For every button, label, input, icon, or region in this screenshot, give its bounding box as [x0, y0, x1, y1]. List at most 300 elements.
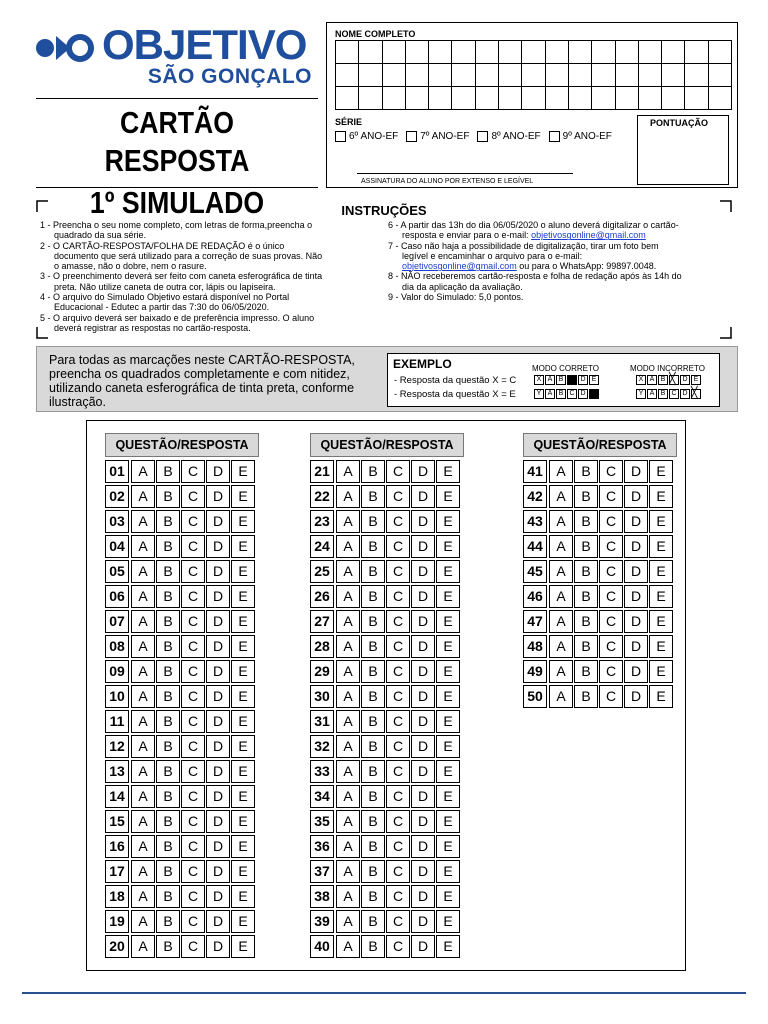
answer-option-c[interactable]: C — [181, 735, 205, 758]
answer-option-b[interactable]: B — [574, 535, 598, 558]
answer-option-b[interactable]: B — [574, 585, 598, 608]
name-letter-box[interactable] — [452, 87, 475, 110]
answer-option-d[interactable]: D — [411, 635, 435, 658]
answer-option-c[interactable]: C — [599, 560, 623, 583]
answer-option-a[interactable]: A — [336, 735, 360, 758]
answer-option-c[interactable]: C — [386, 860, 410, 883]
email-link[interactable]: objetivosgonline@gmail.com — [402, 261, 517, 272]
name-letter-box[interactable] — [639, 64, 662, 87]
answer-option-b[interactable]: B — [156, 610, 180, 633]
answer-option-e[interactable]: E — [436, 685, 460, 708]
name-letter-box[interactable] — [476, 87, 499, 110]
answer-option-e[interactable]: E — [436, 785, 460, 808]
answer-option-c[interactable]: C — [386, 710, 410, 733]
name-letter-box[interactable] — [359, 87, 382, 110]
answer-option-b[interactable]: B — [156, 860, 180, 883]
answer-option-c[interactable]: C — [599, 460, 623, 483]
answer-option-d[interactable]: D — [206, 585, 230, 608]
answer-option-d[interactable]: D — [206, 935, 230, 958]
answer-option-d[interactable]: D — [206, 485, 230, 508]
answer-option-b[interactable]: B — [156, 485, 180, 508]
name-letter-box[interactable] — [383, 64, 406, 87]
name-letter-box[interactable] — [616, 87, 639, 110]
answer-option-c[interactable]: C — [181, 585, 205, 608]
answer-option-e[interactable]: E — [436, 510, 460, 533]
answer-option-b[interactable]: B — [361, 485, 385, 508]
answer-option-d[interactable]: D — [206, 835, 230, 858]
answer-option-d[interactable]: D — [624, 685, 648, 708]
answer-option-c[interactable]: C — [181, 910, 205, 933]
answer-option-e[interactable]: E — [231, 535, 255, 558]
name-letter-box[interactable] — [359, 41, 382, 64]
answer-option-e[interactable]: E — [231, 510, 255, 533]
name-letter-box[interactable] — [569, 87, 592, 110]
answer-option-d[interactable]: D — [624, 610, 648, 633]
answer-option-e[interactable]: E — [231, 610, 255, 633]
series-checkbox[interactable] — [549, 131, 560, 142]
answer-option-d[interactable]: D — [206, 460, 230, 483]
answer-option-a[interactable]: A — [131, 835, 155, 858]
answer-option-a[interactable]: A — [336, 635, 360, 658]
answer-option-a[interactable]: A — [131, 610, 155, 633]
answer-option-a[interactable]: A — [336, 885, 360, 908]
answer-option-b[interactable]: B — [361, 910, 385, 933]
answer-option-d[interactable]: D — [411, 660, 435, 683]
answer-option-e[interactable]: E — [231, 785, 255, 808]
answer-option-d[interactable]: D — [624, 635, 648, 658]
answer-option-a[interactable]: A — [336, 660, 360, 683]
answer-option-b[interactable]: B — [156, 685, 180, 708]
answer-option-c[interactable]: C — [181, 610, 205, 633]
answer-option-b[interactable]: B — [361, 710, 385, 733]
name-letter-box[interactable] — [336, 87, 359, 110]
answer-option-e[interactable]: E — [436, 560, 460, 583]
answer-option-a[interactable]: A — [336, 810, 360, 833]
answer-option-e[interactable]: E — [436, 810, 460, 833]
answer-option-b[interactable]: B — [361, 510, 385, 533]
answer-option-d[interactable]: D — [206, 810, 230, 833]
answer-option-d[interactable]: D — [411, 510, 435, 533]
answer-option-e[interactable]: E — [231, 860, 255, 883]
name-letter-box[interactable] — [476, 41, 499, 64]
answer-option-c[interactable]: C — [599, 535, 623, 558]
answer-option-d[interactable]: D — [206, 635, 230, 658]
name-letter-box[interactable] — [592, 64, 615, 87]
answer-option-b[interactable]: B — [574, 660, 598, 683]
answer-option-e[interactable]: E — [231, 560, 255, 583]
answer-option-c[interactable]: C — [599, 660, 623, 683]
answer-option-d[interactable]: D — [411, 910, 435, 933]
name-letter-box[interactable] — [592, 41, 615, 64]
answer-option-a[interactable]: A — [131, 785, 155, 808]
answer-option-b[interactable]: B — [156, 835, 180, 858]
answer-option-c[interactable]: C — [386, 685, 410, 708]
name-letter-box[interactable] — [522, 87, 545, 110]
answer-option-b[interactable]: B — [156, 935, 180, 958]
answer-option-b[interactable]: B — [574, 635, 598, 658]
answer-option-c[interactable]: C — [181, 485, 205, 508]
answer-option-b[interactable]: B — [574, 610, 598, 633]
answer-option-c[interactable]: C — [181, 535, 205, 558]
answer-option-c[interactable]: C — [599, 585, 623, 608]
name-letter-box[interactable] — [499, 64, 522, 87]
answer-option-e[interactable]: E — [436, 910, 460, 933]
answer-option-b[interactable]: B — [156, 660, 180, 683]
answer-option-d[interactable]: D — [206, 560, 230, 583]
answer-option-d[interactable]: D — [624, 460, 648, 483]
answer-option-a[interactable]: A — [131, 535, 155, 558]
answer-option-a[interactable]: A — [131, 810, 155, 833]
answer-option-a[interactable]: A — [131, 760, 155, 783]
answer-option-d[interactable]: D — [206, 660, 230, 683]
answer-option-a[interactable]: A — [131, 485, 155, 508]
name-letter-box[interactable] — [685, 41, 708, 64]
answer-option-a[interactable]: A — [131, 460, 155, 483]
answer-option-e[interactable]: E — [436, 460, 460, 483]
answer-option-e[interactable]: E — [231, 910, 255, 933]
answer-option-d[interactable]: D — [411, 760, 435, 783]
answer-option-a[interactable]: A — [549, 585, 573, 608]
name-letter-box[interactable] — [569, 41, 592, 64]
answer-option-b[interactable]: B — [361, 660, 385, 683]
answer-option-e[interactable]: E — [436, 885, 460, 908]
answer-option-a[interactable]: A — [336, 860, 360, 883]
answer-option-e[interactable]: E — [231, 810, 255, 833]
answer-option-d[interactable]: D — [411, 685, 435, 708]
name-letter-box[interactable] — [429, 87, 452, 110]
answer-option-d[interactable]: D — [411, 810, 435, 833]
answer-option-b[interactable]: B — [156, 635, 180, 658]
answer-option-c[interactable]: C — [181, 510, 205, 533]
answer-option-c[interactable]: C — [386, 635, 410, 658]
answer-option-a[interactable]: A — [336, 585, 360, 608]
answer-option-d[interactable]: D — [411, 785, 435, 808]
answer-option-b[interactable]: B — [156, 460, 180, 483]
answer-option-b[interactable]: B — [156, 785, 180, 808]
answer-option-e[interactable]: E — [231, 685, 255, 708]
answer-option-c[interactable]: C — [599, 610, 623, 633]
answer-option-a[interactable]: A — [336, 910, 360, 933]
answer-option-a[interactable]: A — [549, 485, 573, 508]
answer-option-e[interactable]: E — [436, 610, 460, 633]
answer-option-e[interactable]: E — [649, 485, 673, 508]
answer-option-a[interactable]: A — [131, 910, 155, 933]
series-option[interactable] — [335, 131, 398, 142]
answer-option-e[interactable]: E — [436, 660, 460, 683]
answer-option-c[interactable]: C — [181, 835, 205, 858]
answer-option-b[interactable]: B — [361, 785, 385, 808]
answer-option-a[interactable]: A — [336, 510, 360, 533]
answer-option-a[interactable]: A — [549, 685, 573, 708]
answer-option-e[interactable]: E — [436, 735, 460, 758]
name-letter-box[interactable] — [336, 64, 359, 87]
answer-option-b[interactable]: B — [574, 460, 598, 483]
name-letter-box[interactable] — [662, 64, 685, 87]
answer-option-a[interactable]: A — [131, 560, 155, 583]
answer-option-e[interactable]: E — [436, 835, 460, 858]
name-letter-box[interactable] — [476, 64, 499, 87]
name-letter-box[interactable] — [499, 41, 522, 64]
answer-option-e[interactable]: E — [649, 510, 673, 533]
answer-option-b[interactable]: B — [156, 735, 180, 758]
answer-option-a[interactable]: A — [131, 510, 155, 533]
name-letter-box[interactable] — [452, 41, 475, 64]
answer-option-e[interactable]: E — [436, 535, 460, 558]
email-link[interactable]: objetivosgonline@gmail.com — [531, 230, 646, 241]
name-letter-box[interactable] — [709, 87, 732, 110]
name-letter-box[interactable] — [383, 87, 406, 110]
answer-option-b[interactable]: B — [361, 760, 385, 783]
answer-option-b[interactable]: B — [574, 685, 598, 708]
name-letter-box[interactable] — [662, 87, 685, 110]
answer-option-c[interactable]: C — [386, 535, 410, 558]
answer-option-d[interactable]: D — [624, 485, 648, 508]
answer-option-d[interactable]: D — [411, 535, 435, 558]
answer-option-d[interactable]: D — [624, 560, 648, 583]
series-checkbox[interactable] — [477, 131, 488, 142]
answer-option-c[interactable]: C — [386, 610, 410, 633]
answer-option-a[interactable]: A — [131, 735, 155, 758]
name-letter-box[interactable] — [336, 41, 359, 64]
answer-option-e[interactable]: E — [231, 760, 255, 783]
answer-option-c[interactable]: C — [181, 760, 205, 783]
answer-option-d[interactable]: D — [411, 935, 435, 958]
name-letter-box[interactable] — [452, 64, 475, 87]
answer-option-d[interactable]: D — [206, 610, 230, 633]
answer-option-d[interactable]: D — [206, 910, 230, 933]
name-letter-box[interactable] — [709, 64, 732, 87]
answer-option-e[interactable]: E — [231, 735, 255, 758]
answer-option-c[interactable]: C — [386, 910, 410, 933]
answer-option-d[interactable]: D — [411, 860, 435, 883]
answer-option-a[interactable]: A — [131, 635, 155, 658]
answer-option-c[interactable]: C — [599, 510, 623, 533]
answer-option-d[interactable]: D — [206, 760, 230, 783]
name-letter-box[interactable] — [406, 87, 429, 110]
answer-option-d[interactable]: D — [206, 510, 230, 533]
answer-option-b[interactable]: B — [361, 860, 385, 883]
answer-option-d[interactable]: D — [411, 585, 435, 608]
answer-option-d[interactable]: D — [411, 610, 435, 633]
answer-option-a[interactable]: A — [336, 760, 360, 783]
answer-option-b[interactable]: B — [156, 510, 180, 533]
name-letter-box[interactable] — [685, 64, 708, 87]
answer-option-e[interactable]: E — [649, 660, 673, 683]
answer-option-d[interactable]: D — [206, 710, 230, 733]
name-letter-box[interactable] — [359, 64, 382, 87]
series-checkbox[interactable] — [406, 131, 417, 142]
answer-option-c[interactable]: C — [386, 735, 410, 758]
answer-option-e[interactable]: E — [436, 485, 460, 508]
name-letter-box[interactable] — [616, 41, 639, 64]
name-letter-box[interactable] — [546, 64, 569, 87]
answer-option-c[interactable]: C — [599, 485, 623, 508]
answer-option-a[interactable]: A — [336, 835, 360, 858]
answer-option-d[interactable]: D — [206, 885, 230, 908]
answer-option-d[interactable]: D — [206, 860, 230, 883]
answer-option-c[interactable]: C — [386, 760, 410, 783]
answer-option-b[interactable]: B — [574, 560, 598, 583]
answer-option-c[interactable]: C — [386, 485, 410, 508]
answer-option-d[interactable]: D — [411, 885, 435, 908]
answer-option-b[interactable]: B — [574, 485, 598, 508]
answer-option-c[interactable]: C — [181, 635, 205, 658]
answer-option-e[interactable]: E — [231, 585, 255, 608]
answer-option-c[interactable]: C — [386, 835, 410, 858]
answer-option-e[interactable]: E — [649, 585, 673, 608]
answer-option-c[interactable]: C — [181, 785, 205, 808]
answer-option-a[interactable]: A — [336, 535, 360, 558]
answer-option-e[interactable]: E — [436, 710, 460, 733]
answer-option-e[interactable]: E — [231, 485, 255, 508]
answer-option-e[interactable]: E — [436, 635, 460, 658]
answer-option-e[interactable]: E — [436, 860, 460, 883]
answer-option-a[interactable]: A — [549, 535, 573, 558]
name-letter-box[interactable] — [383, 41, 406, 64]
answer-option-a[interactable]: A — [549, 510, 573, 533]
answer-option-d[interactable]: D — [411, 560, 435, 583]
answer-option-b[interactable]: B — [361, 535, 385, 558]
answer-option-b[interactable]: B — [361, 885, 385, 908]
name-letter-box[interactable] — [406, 64, 429, 87]
name-letter-box[interactable] — [639, 41, 662, 64]
answer-option-a[interactable]: A — [549, 660, 573, 683]
answer-option-b[interactable]: B — [156, 710, 180, 733]
name-letter-box[interactable] — [685, 87, 708, 110]
answer-option-d[interactable]: D — [411, 835, 435, 858]
answer-option-c[interactable]: C — [181, 685, 205, 708]
answer-option-c[interactable]: C — [181, 560, 205, 583]
answer-option-d[interactable]: D — [411, 485, 435, 508]
answer-option-a[interactable]: A — [131, 710, 155, 733]
answer-option-e[interactable]: E — [649, 610, 673, 633]
answer-option-c[interactable]: C — [386, 660, 410, 683]
name-letter-box[interactable] — [616, 64, 639, 87]
answer-option-a[interactable]: A — [336, 785, 360, 808]
name-letter-box[interactable] — [429, 64, 452, 87]
series-option[interactable] — [406, 131, 469, 142]
answer-option-d[interactable]: D — [411, 735, 435, 758]
answer-option-e[interactable]: E — [231, 460, 255, 483]
answer-option-d[interactable]: D — [206, 535, 230, 558]
name-letter-box[interactable] — [499, 87, 522, 110]
answer-option-a[interactable]: A — [336, 610, 360, 633]
signature-line[interactable] — [357, 173, 573, 174]
answer-option-c[interactable]: C — [181, 860, 205, 883]
answer-option-b[interactable]: B — [156, 585, 180, 608]
answer-option-a[interactable]: A — [131, 685, 155, 708]
answer-option-c[interactable]: C — [181, 935, 205, 958]
name-letter-box[interactable] — [569, 64, 592, 87]
series-option[interactable] — [549, 131, 612, 142]
answer-option-a[interactable]: A — [336, 560, 360, 583]
answer-option-d[interactable]: D — [624, 585, 648, 608]
answer-option-c[interactable]: C — [386, 785, 410, 808]
answer-option-e[interactable]: E — [649, 685, 673, 708]
answer-option-b[interactable]: B — [361, 685, 385, 708]
answer-option-b[interactable]: B — [361, 835, 385, 858]
answer-option-b[interactable]: B — [361, 610, 385, 633]
answer-option-c[interactable]: C — [386, 560, 410, 583]
answer-option-e[interactable]: E — [231, 885, 255, 908]
answer-option-d[interactable]: D — [411, 460, 435, 483]
answer-option-e[interactable]: E — [231, 710, 255, 733]
answer-option-e[interactable]: E — [436, 760, 460, 783]
answer-option-b[interactable]: B — [156, 885, 180, 908]
answer-option-b[interactable]: B — [361, 735, 385, 758]
answer-option-c[interactable]: C — [599, 635, 623, 658]
answer-option-b[interactable]: B — [361, 460, 385, 483]
name-letter-box[interactable] — [406, 41, 429, 64]
answer-option-b[interactable]: B — [156, 535, 180, 558]
answer-option-d[interactable]: D — [624, 535, 648, 558]
answer-option-e[interactable]: E — [436, 585, 460, 608]
answer-option-a[interactable]: A — [131, 585, 155, 608]
answer-option-a[interactable]: A — [549, 635, 573, 658]
answer-option-b[interactable]: B — [361, 560, 385, 583]
answer-option-a[interactable]: A — [131, 935, 155, 958]
answer-option-a[interactable]: A — [336, 460, 360, 483]
answer-option-a[interactable]: A — [336, 710, 360, 733]
answer-option-b[interactable]: B — [156, 560, 180, 583]
name-letter-box[interactable] — [639, 87, 662, 110]
answer-option-c[interactable]: C — [181, 710, 205, 733]
answer-option-e[interactable]: E — [649, 460, 673, 483]
answer-option-a[interactable]: A — [131, 660, 155, 683]
name-grid[interactable] — [335, 40, 732, 110]
answer-option-e[interactable]: E — [649, 635, 673, 658]
name-letter-box[interactable] — [709, 41, 732, 64]
answer-option-c[interactable]: C — [386, 935, 410, 958]
answer-option-e[interactable]: E — [231, 660, 255, 683]
answer-option-d[interactable]: D — [411, 710, 435, 733]
answer-option-c[interactable]: C — [181, 810, 205, 833]
answer-option-b[interactable]: B — [156, 910, 180, 933]
answer-option-a[interactable]: A — [131, 860, 155, 883]
answer-option-e[interactable]: E — [231, 935, 255, 958]
name-letter-box[interactable] — [429, 41, 452, 64]
answer-option-c[interactable]: C — [386, 885, 410, 908]
answer-option-b[interactable]: B — [156, 810, 180, 833]
answer-option-d[interactable]: D — [206, 785, 230, 808]
name-letter-box[interactable] — [546, 87, 569, 110]
answer-option-b[interactable]: B — [361, 810, 385, 833]
name-letter-box[interactable] — [662, 41, 685, 64]
answer-option-b[interactable]: B — [361, 935, 385, 958]
answer-option-d[interactable]: D — [624, 660, 648, 683]
series-checkbox[interactable] — [335, 131, 346, 142]
name-letter-box[interactable] — [546, 41, 569, 64]
answer-option-c[interactable]: C — [386, 460, 410, 483]
answer-option-e[interactable]: E — [649, 535, 673, 558]
answer-option-e[interactable]: E — [231, 635, 255, 658]
name-letter-box[interactable] — [592, 87, 615, 110]
answer-option-a[interactable]: A — [336, 485, 360, 508]
answer-option-a[interactable]: A — [336, 935, 360, 958]
answer-option-c[interactable]: C — [181, 885, 205, 908]
answer-option-a[interactable]: A — [549, 560, 573, 583]
name-letter-box[interactable] — [522, 41, 545, 64]
answer-option-c[interactable]: C — [386, 585, 410, 608]
answer-option-b[interactable]: B — [361, 635, 385, 658]
answer-option-d[interactable]: D — [206, 685, 230, 708]
answer-option-b[interactable]: B — [156, 760, 180, 783]
answer-option-d[interactable]: D — [624, 510, 648, 533]
answer-option-a[interactable]: A — [131, 885, 155, 908]
answer-option-b[interactable]: B — [574, 510, 598, 533]
answer-option-b[interactable]: B — [361, 585, 385, 608]
name-letter-box[interactable] — [522, 64, 545, 87]
